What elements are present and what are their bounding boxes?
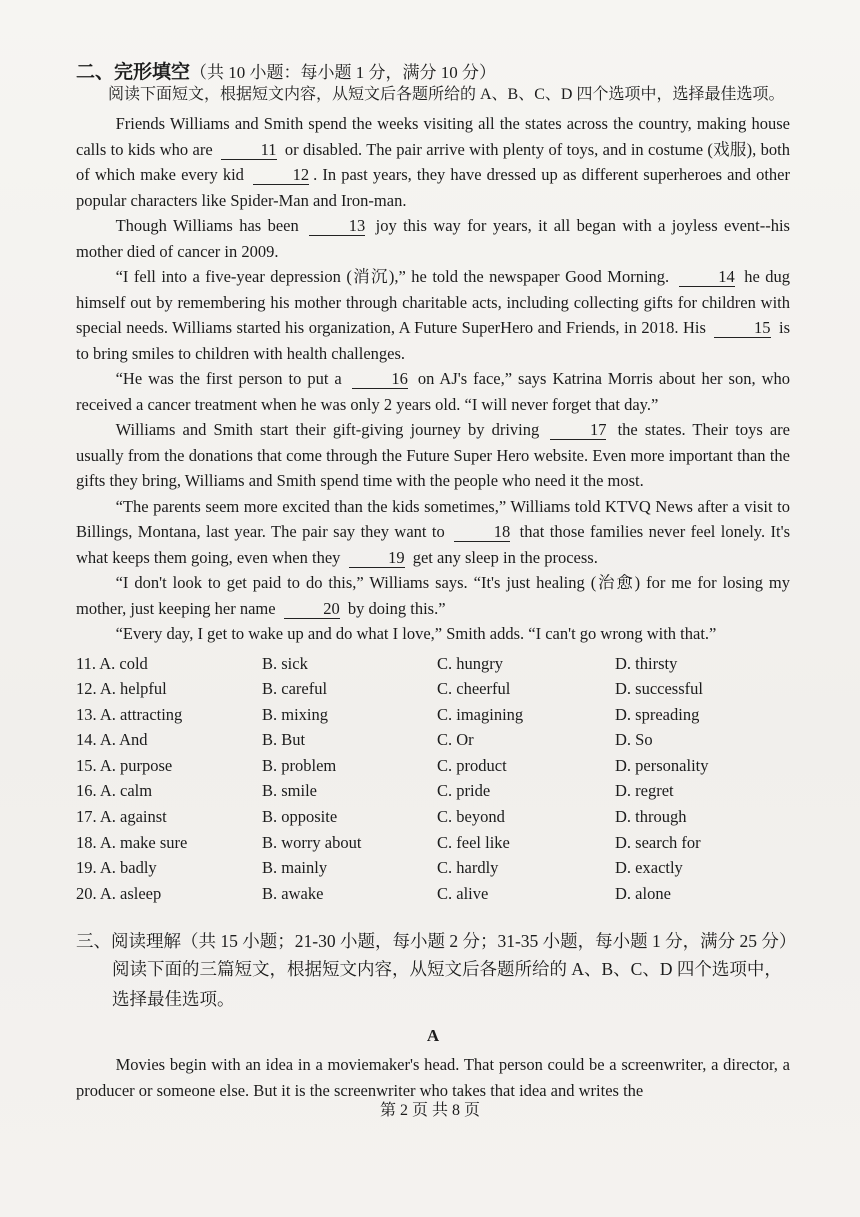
option-b: B. mainly — [262, 858, 328, 878]
option-b: B. sick — [262, 653, 308, 673]
question-row — [76, 702, 790, 728]
option-b: B. mixing — [262, 704, 329, 724]
option-d: D. thirsty — [615, 653, 678, 673]
option-a-text: A. against — [99, 807, 167, 827]
blank-number: 18 — [454, 523, 510, 542]
option-a-text: A. make sure — [99, 832, 188, 852]
option-a — [76, 778, 262, 804]
blank-number: 19 — [349, 549, 405, 568]
blank-number: 14 — [679, 268, 735, 287]
option-a-text: A. And — [99, 730, 148, 750]
option-b: B. problem — [262, 755, 337, 775]
option-c: C. alive — [437, 883, 489, 903]
question-number: 19. — [76, 858, 97, 878]
option-a — [76, 651, 262, 677]
question-number: 16. — [76, 781, 97, 801]
question-number: 17. — [76, 807, 97, 827]
passage-text: is to bring smiles to children with health challenges. — [76, 318, 790, 363]
page-number: 第 2 页 共 8 页 — [379, 1102, 480, 1119]
section-2-heading: 二、完形填空 — [76, 62, 191, 83]
option-d: D. search for — [615, 832, 701, 852]
option-a-text: A. helpful — [99, 679, 167, 699]
blank-number: 11 — [221, 141, 276, 160]
passage-paragraph — [76, 264, 790, 366]
option-a-text: A. cold — [99, 653, 148, 673]
option-a-text: A. attracting — [99, 704, 183, 724]
option-c: C. pride — [437, 781, 491, 801]
option-d: D. regret — [615, 781, 674, 801]
section-3-title: 三、阅读理解（共 15 小题；21-30 小题，每小题 2 分；31-35 小题，每小题 1 分，满分 25 分） — [76, 931, 797, 952]
blank-number: 13 — [309, 217, 365, 236]
passage-text: . In past years, they have dressed up as different superheroes and other popular characters like Spider-Man and Iron-man. — [76, 165, 791, 210]
option-c: C. beyond — [437, 807, 505, 827]
option-a — [76, 804, 262, 830]
question-row — [76, 881, 790, 907]
passage-text: Though Williams has been — [115, 216, 306, 235]
option-c: C. hardly — [437, 858, 499, 878]
option-b: B. But — [262, 730, 306, 750]
passage-paragraph — [76, 570, 790, 621]
passage-paragraph — [76, 366, 790, 417]
question-number: 11. — [76, 653, 97, 673]
section-2-scoring: （共 10 小题：每小题 1 分，满分 10 分） — [190, 63, 497, 82]
section-3-instruction: 阅读下面的三篇短文，根据短文内容，从短文后各题所给的 A、B、C、D 四个选项中，选择最佳选项。 — [112, 959, 782, 1010]
option-b: B. careful — [262, 679, 328, 699]
passage-text: the states. Their toys are usually from the donations that come through the Future Super Hero website. Even more important than the gifts they bring, Williams and Smith spend time with the people who need it the most. — [76, 420, 790, 490]
passage-text: he dug himself out by remembering his mother through charitable acts, including collecting gifts for children with special needs. Williams started his organization, A Future SuperHero and Friends, in 2018. His — [76, 267, 790, 337]
passage-text: by doing this.” — [343, 598, 446, 618]
question-number: 14. — [76, 730, 97, 750]
passage-text: or disabled. The pair arrive with plenty of toys, and in costume (戏服), both of which make every kid — [76, 139, 790, 184]
option-d: D. So — [615, 730, 653, 750]
section-3 — [76, 928, 797, 1103]
option-a — [76, 830, 262, 856]
blank-number: 20 — [284, 600, 340, 619]
option-a-text: A. purpose — [99, 755, 173, 775]
blank-number: 16 — [352, 370, 408, 389]
option-b: B. awake — [262, 883, 324, 903]
option-d: D. alone — [615, 883, 671, 903]
option-c: C. imagining — [437, 704, 524, 724]
option-b: B. opposite — [262, 807, 338, 827]
option-c: C. hungry — [437, 653, 503, 673]
option-a — [76, 702, 262, 728]
option-a-text: A. badly — [99, 858, 157, 878]
passage-text: joy this way for years, it all began with a joyless event--his mother died of cancer in 2009. — [76, 216, 790, 261]
options-list — [76, 651, 790, 907]
question-row — [76, 830, 790, 856]
passage-label: A — [426, 1026, 440, 1046]
option-a — [76, 727, 262, 753]
passage-text: “Every day, I get to wake up and do what I love,” Smith adds. “I can't go wrong with that.” — [115, 624, 717, 643]
option-c: C. cheerful — [437, 679, 511, 699]
option-a-text: A. calm — [99, 781, 153, 801]
passage-text: “I don't look to get paid to do this,” Williams says. “It's just healing (治愈) for me for losing my mother, just keeping her name — [76, 573, 790, 618]
question-row — [76, 778, 790, 804]
question-row — [76, 727, 790, 753]
passage-paragraph — [76, 417, 790, 494]
blank-number: 12 — [253, 166, 309, 185]
option-d: D. spreading — [615, 704, 700, 724]
option-c: C. Or — [437, 730, 474, 750]
passage-text: “He was the first person to put a — [115, 369, 348, 388]
option-b: B. smile — [262, 781, 318, 801]
question-number: 15. — [76, 755, 97, 775]
passage-text: get any sleep in the process. — [408, 547, 598, 567]
passage-text: “The parents seem more excited than the kids sometimes,” Williams told KTVQ News after a visit to Billings, Montana, last year. The pair say they want to — [76, 496, 790, 541]
passage-text: on AJ's face,” says Katrina Morris about her son, who received a cancer treatment when he was only 2 years old. “I will never forget that day.” — [76, 369, 790, 414]
question-number: 13. — [76, 704, 97, 724]
section-2-title — [76, 62, 790, 84]
passage-text: Friends Williams and Smith spend the weeks visiting all the states across the country, making house calls to kids who are — [76, 114, 790, 159]
question-row — [76, 753, 790, 779]
option-a — [76, 855, 262, 881]
blank-number: 17 — [550, 421, 606, 440]
option-d: D. through — [615, 807, 687, 827]
question-row — [76, 651, 790, 677]
passage-text: “I fell into a five-year depression (消沉),” he told the newspaper Good Morning. — [115, 267, 675, 286]
question-row — [76, 676, 790, 702]
question-row — [76, 804, 790, 830]
passage-paragraph — [76, 494, 790, 571]
question-number: 18. — [76, 832, 97, 852]
passage-paragraph — [76, 621, 790, 647]
option-d: D. successful — [615, 679, 703, 699]
passage-text: Williams and Smith start their gift-giving journey by driving — [115, 420, 547, 439]
reading-passage-a: Movies begin with an idea in a moviemaker's head. That person could be a screenwriter, a director, a producer or someone else. But it is the screenwriter who takes that idea and writes the — [76, 1055, 790, 1100]
passage-text: that those families never feel lonely. It's what keeps them going, even when they — [76, 522, 790, 567]
question-number: 12. — [76, 679, 97, 699]
question-number: 20. — [76, 883, 97, 903]
question-row — [76, 855, 790, 881]
passage-paragraph — [76, 213, 790, 264]
option-a-text: A. asleep — [99, 883, 162, 903]
option-c: C. feel like — [437, 832, 510, 852]
option-a — [76, 676, 262, 702]
cloze-passage — [76, 111, 790, 647]
section-2-instruction: 阅读下面短文，根据短文内容，从短文后各题所给的 A、B、C、D 四个选项中，选择最佳选项。 — [108, 86, 785, 103]
option-a — [76, 753, 262, 779]
option-a — [76, 881, 262, 907]
blank-number: 15 — [714, 319, 770, 338]
option-b: B. worry about — [262, 832, 362, 852]
passage-paragraph — [76, 111, 790, 213]
option-d: D. exactly — [615, 858, 683, 878]
option-d: D. personality — [615, 755, 709, 775]
option-c: C. product — [437, 755, 507, 775]
